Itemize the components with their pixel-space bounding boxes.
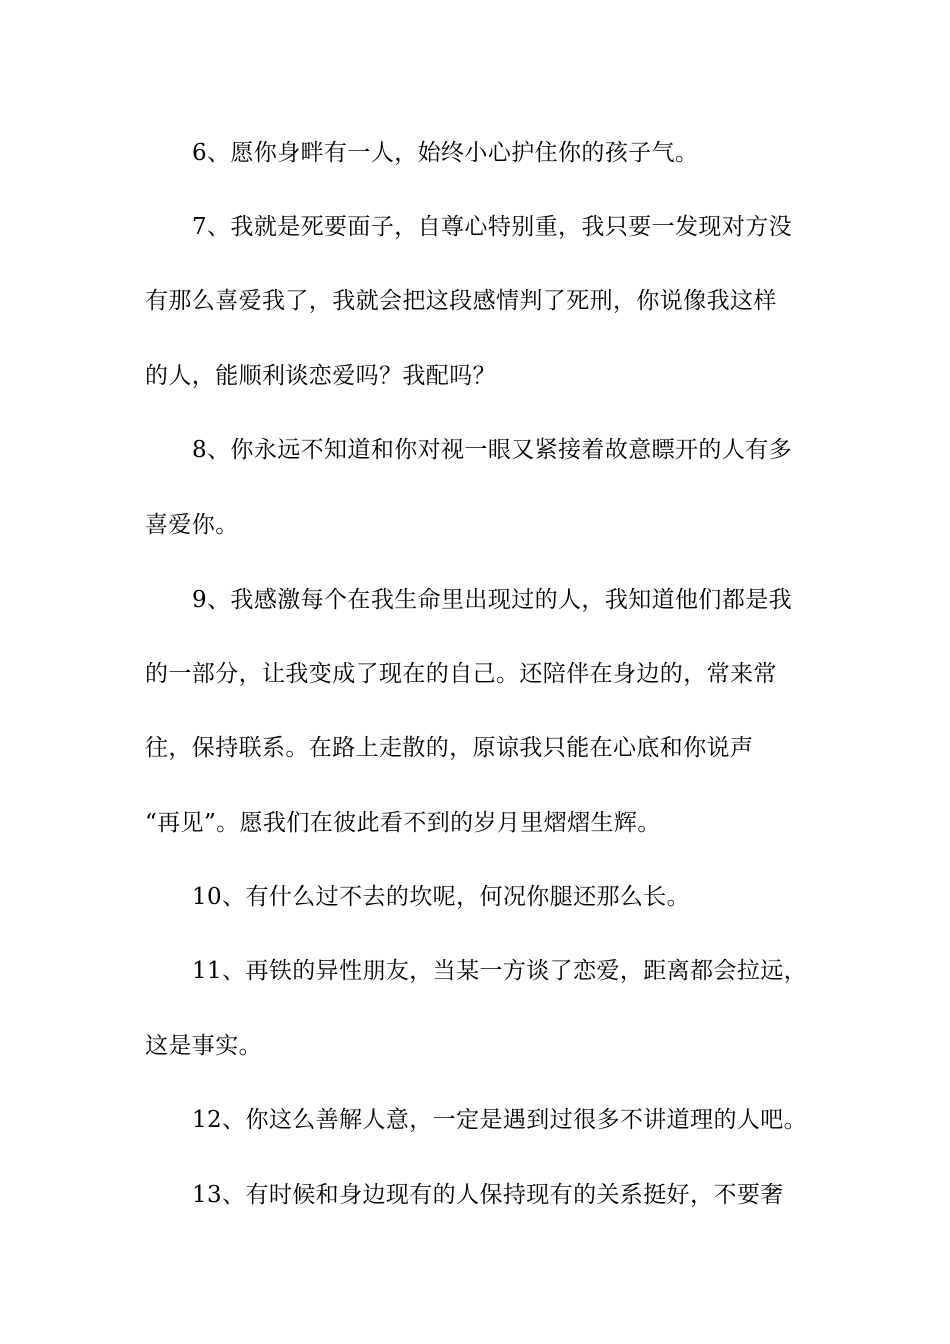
- text-line: “再见”。愿我们在彼此看不到的岁月里熠熠生辉。: [145, 810, 661, 836]
- text-line: 有那么喜爱我了，我就会把这段感情判了死刑，你说像我这样: [145, 288, 777, 314]
- text-line: 11、再铁的异性朋友，当某一方谈了恋爱，距离都会拉远，: [192, 958, 808, 984]
- text-line: 13、有时候和身边现有的人保持现有的关系挺好，不要奢: [192, 1182, 784, 1208]
- text-line: 8、你永远不知道和你对视一眼又紧接着故意瞟开的人有多: [192, 437, 793, 463]
- text-line: 10、有什么过不去的坎呢，何况你腿还那么长。: [192, 884, 691, 910]
- text-line: 的人，能顺利谈恋爱吗？我配吗？: [145, 363, 496, 389]
- text-line: 7、我就是死要面子，自尊心特别重，我只要一发现对方没: [192, 214, 793, 240]
- text-line: 12、你这么善解人意，一定是遇到过很多不讲道理的人吧。: [192, 1107, 808, 1133]
- text-line: 喜爱你。: [145, 512, 239, 538]
- text-line: 6、愿你身畔有一人，始终小心护住你的孩子气。: [192, 140, 699, 166]
- text-line: 往，保持联系。在路上走散的，原谅我只能在心底和你说声: [145, 735, 754, 761]
- text-line: 9、我感激每个在我生命里出现过的人，我知道他们都是我: [192, 587, 793, 613]
- text-line: 这是事实。: [145, 1033, 262, 1059]
- text-line: 的一部分，让我变成了现在的自己。还陪伴在身边的，常来常: [145, 661, 777, 687]
